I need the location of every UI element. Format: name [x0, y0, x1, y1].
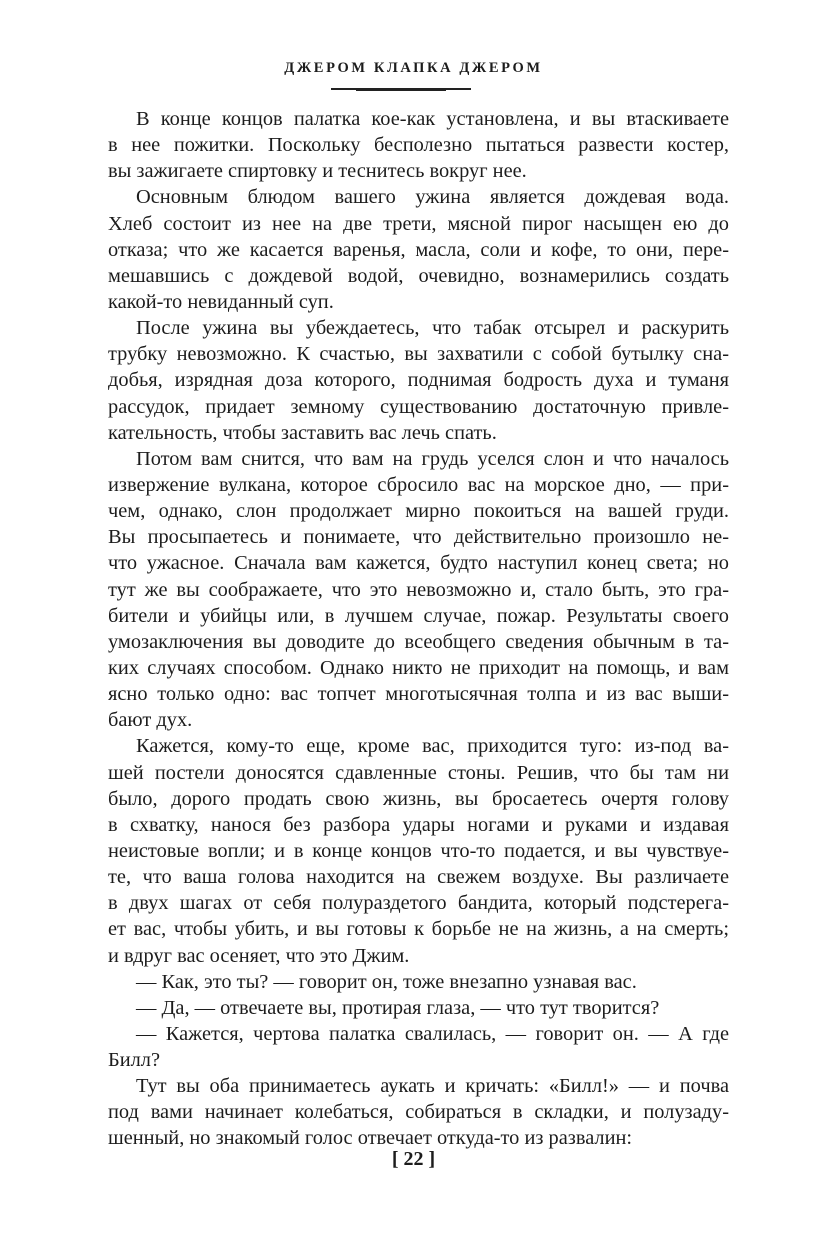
text-line: В конце концов палатка кое-как установлена, и вы втаскиваете [136, 108, 729, 130]
text-line: шей постели доносятся сдавленные стоны. Решив, что бы там ни [108, 761, 729, 784]
text-line: было, дорого продать свою жизнь, вы бросаетесь очертя голову [108, 787, 729, 810]
text-line: После ужина вы убеждаетесь, что табак отсырел и раскурить [136, 317, 729, 340]
text-line: ет вас, чтобы убить, и вы готовы к борьбе не на жизнь, а на смерть; [108, 918, 729, 941]
paragraph [108, 315, 729, 446]
text-line: что ужасное. Сначала вам кажется, будто наступил конец света; но [108, 552, 729, 575]
text-line: бают дух. [108, 709, 193, 732]
paragraph [108, 733, 729, 968]
text-line: Вы просыпаетесь и понимаете, что действительно произошло не- [108, 526, 729, 549]
text-line: извержение вулкана, которое сбросило вас на морское дно, — при- [108, 473, 729, 496]
paragraph [108, 106, 729, 184]
text-line: Тут вы оба принимаетесь аукать и кричать: «Билл!» — и почва [136, 1075, 729, 1098]
text-line: Кажется, кому-то еще, кроме вас, приходится туго: из-под ва- [136, 735, 729, 758]
text-line: отказа; что же касается варенья, масла, соли и кофе, то они, пере- [108, 238, 729, 261]
header-divider [331, 88, 471, 90]
paragraph [108, 1073, 729, 1151]
text-line: ких случаях способом. Однако никто не приходит на помощь, и вам [108, 656, 729, 679]
running-header: ДЖЕРОМ КЛАПКА ДЖЕРОМ [284, 60, 543, 76]
text-line: рассудок, придает земному существованию достаточную привле- [108, 395, 729, 418]
text-line: чем, однако, слон продолжает мирно покоиться на вашей груди. [108, 500, 729, 523]
text-line: в схватку, нанося без разбора удары ногами и руками и издавая [108, 813, 729, 836]
paragraph [108, 1021, 729, 1073]
text-line: какой-то невиданный суп. [108, 290, 334, 313]
text-line: кательность, чтобы заставить вас лечь спать. [108, 421, 497, 444]
text-line: — Как, это ты? — говорит он, тоже внезапно узнавая вас. [136, 970, 637, 993]
text-line: в двух шагах от себя полураздетого бандита, который подстерега- [108, 892, 729, 915]
text-line: Билл? [108, 1049, 161, 1072]
text-line: умозаключения вы доводите до всеобщего сведения обычным в та- [108, 630, 729, 653]
text-line: и вдруг вас осеняет, что это Джим. [108, 944, 410, 967]
text-line: ясно только одно: вас топчет многотысячная толпа и из вас выши- [108, 683, 729, 706]
text-line: — Да, — отвечаете вы, протирая глаза, — что тут творится? [136, 996, 660, 1019]
text-line: добья, изрядная доза которого, поднимая бодрость духа и туманя [108, 369, 729, 392]
text-line: вы зажигаете спиртовку и теснитесь вокруг нее. [108, 160, 527, 183]
text-line: под вами начинает колебаться, собираться в складки, и полузаду- [108, 1101, 729, 1124]
text-line: неистовые вопли; и в конце концов что-то подается, и вы чувствуе- [108, 839, 729, 862]
paragraph [108, 969, 729, 995]
text-line: мешавшись с дождевой водой, очевидно, вознамерились создать [108, 264, 729, 287]
text-line: бители и убийцы или, в лучшем случае, пожар. Результаты своего [108, 604, 729, 627]
text-line: в нее пожитки. Поскольку бесполезно пытаться развести костер, [108, 134, 729, 157]
text-line: тут же вы соображаете, что это невозможно и, стало быть, это гра- [108, 578, 729, 601]
paragraph [108, 995, 729, 1021]
paragraph [108, 184, 729, 315]
body-text [108, 106, 729, 1152]
text-line: Хлеб состоит из нее на две трети, мясной пирог насыщен ею до [108, 212, 729, 235]
text-line: трубку невозможно. К счастью, вы захватили с собой бутылку сна- [108, 343, 729, 366]
text-line: Основным блюдом вашего ужина является дождевая вода. [136, 186, 729, 209]
text-line: Потом вам снится, что вам на грудь уселся слон и что началось [136, 447, 729, 470]
page-number: [ 22 ] [391, 1148, 436, 1170]
text-line: — Кажется, чертова палатка свалилась, — говорит он. — А где [136, 1022, 729, 1045]
text-line: шенный, но знакомый голос отвечает откуда-то из развалин: [108, 1127, 633, 1150]
paragraph [108, 446, 729, 734]
text-line: те, что ваша голова находится на свежем воздухе. Вы различаете [108, 866, 729, 889]
